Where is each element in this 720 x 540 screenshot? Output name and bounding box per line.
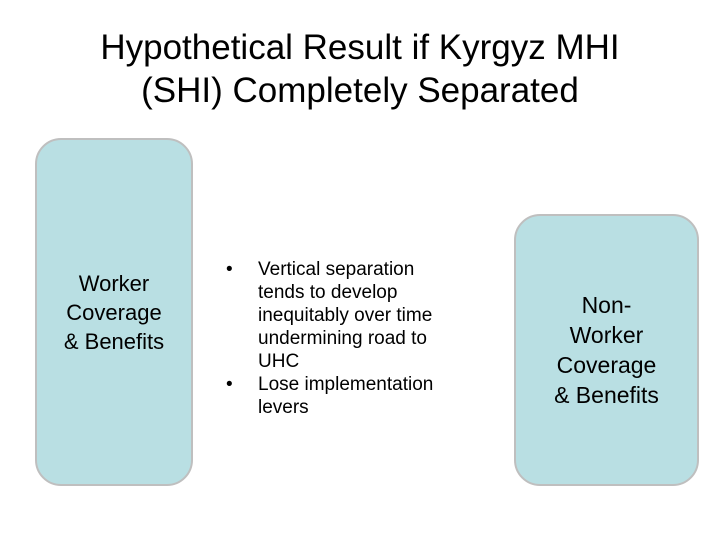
bullet-item-lose-levers bbox=[224, 373, 494, 419]
non-worker-coverage-line-1: Non- bbox=[581, 292, 632, 318]
slide-title-line-2: (SHI) Completely Separated bbox=[141, 71, 579, 110]
non-worker-coverage-line-2: Worker bbox=[569, 322, 644, 348]
non-worker-coverage-box bbox=[514, 214, 699, 486]
worker-coverage-label bbox=[64, 269, 164, 356]
non-worker-coverage-line-4: & Benefits bbox=[554, 382, 659, 408]
worker-coverage-line-3: & Benefits bbox=[63, 328, 165, 354]
bullet-2-line-1: Lose implementation bbox=[258, 374, 434, 395]
bullet-list bbox=[224, 258, 494, 419]
bullet-marker: • bbox=[226, 374, 233, 395]
bullet-1-line-2: tends to develop bbox=[258, 282, 398, 303]
bullet-1-line-5: UHC bbox=[258, 351, 300, 372]
slide-title bbox=[0, 26, 720, 112]
bullet-2-line-2: levers bbox=[258, 397, 309, 418]
worker-coverage-line-1: Worker bbox=[78, 270, 150, 296]
non-worker-coverage-label bbox=[554, 290, 659, 410]
bullet-1-line-4: undermining road to bbox=[258, 328, 427, 349]
worker-coverage-line-2: Coverage bbox=[66, 299, 162, 325]
non-worker-coverage-line-3: Coverage bbox=[556, 352, 657, 378]
bullet-item-vertical-separation bbox=[224, 258, 494, 373]
bullet-marker: • bbox=[226, 259, 233, 280]
bullet-1-line-1: Vertical separation bbox=[258, 259, 415, 280]
slide-title-line-1: Hypothetical Result if Kyrgyz MHI bbox=[100, 28, 620, 67]
worker-coverage-box bbox=[35, 138, 193, 486]
bullet-1-line-3: inequitably over time bbox=[258, 305, 433, 326]
